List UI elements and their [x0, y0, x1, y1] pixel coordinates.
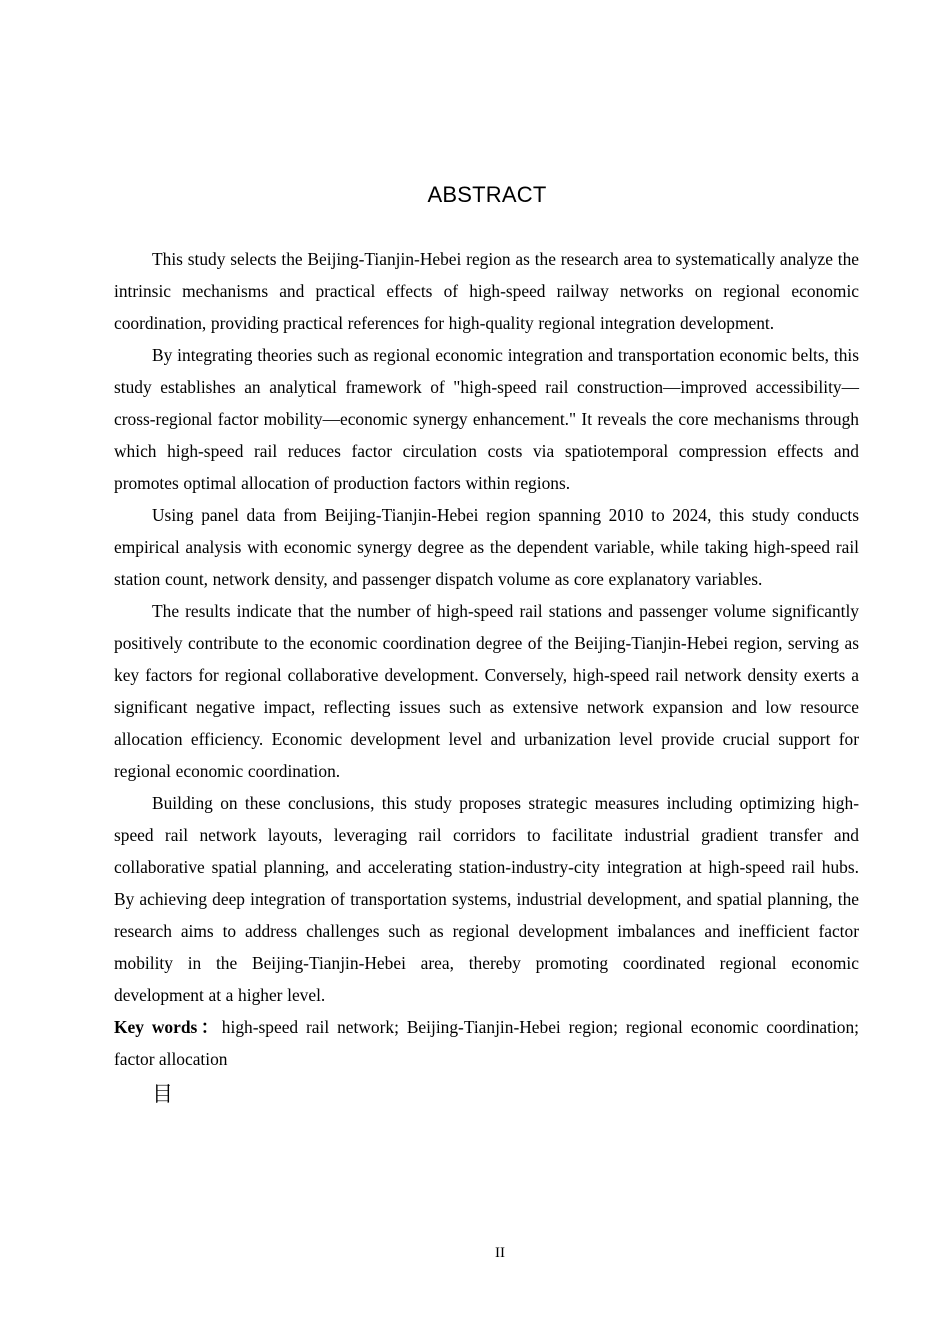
abstract-paragraph-3: Using panel data from Beijing-Tianjin-Hebei region spanning 2010 to 2024, this study conducts empirical analysis with economic synergy degree as the dependent variable, while taking high-speed rail station count, network density, and passenger dispatch volume as core explanatory variables. [114, 505, 859, 589]
abstract-paragraph-2: By integrating theories such as regional economic integration and transportation economic belts, this study establishes an analytical framework of "high-speed rail construction—improved accessibility—cross-regional factor mobility—economic synergy enhancement." It reveals the core mechanisms through which high-speed rail reduces factor circulation costs via spatiotemporal compression effects and promotes optimal allocation of production factors within regions. [114, 345, 859, 493]
abstract-body [114, 243, 859, 1107]
abstract-paragraph-5: Building on these conclusions, this study proposes strategic measures including optimizing high-speed rail network layouts, leveraging rail corridors to facilitate industrial gradient transfer and collaborative spatial planning, and accelerating station-industry-city integration at high-speed rail hubs. By achieving deep integration of transportation systems, industrial development, and spatial planning, the research aims to address challenges such as regional development imbalances and inefficient factor mobility in the Beijing-Tianjin-Hebei area, thereby promoting coordinated regional economic development at a higher level. [114, 793, 859, 1005]
page-number: II [495, 1245, 505, 1261]
keywords-line [114, 1011, 859, 1075]
abstract-paragraph-1: This study selects the Beijing-Tianjin-Hebei region as the research area to systematically analyze the intrinsic mechanisms and practical effects of high-speed railway networks on regional economic coordination, providing practical references for high-quality regional integration development. [114, 249, 859, 333]
abstract-title: ABSTRACT [427, 182, 547, 207]
abstract-paragraph-4: The results indicate that the number of high-speed rail stations and passenger volume significantly positively contribute to the economic coordination degree of the Beijing-Tianjin-Hebei region, serving as key factors for regional collaborative development. Conversely, high-speed rail network density exerts a significant negative impact, reflecting issues such as extensive network expansion and low resource allocation efficiency. Economic development level and urbanization level provide crucial support for regional economic coordination. [114, 601, 859, 781]
keywords-label: Key words： [114, 1017, 222, 1037]
toc-heading-fragment: 目 [152, 1082, 173, 1106]
keywords-text: high-speed rail network; Beijing-Tianjin-Hebei region; regional economic coordination; factor allocation [114, 1017, 859, 1069]
